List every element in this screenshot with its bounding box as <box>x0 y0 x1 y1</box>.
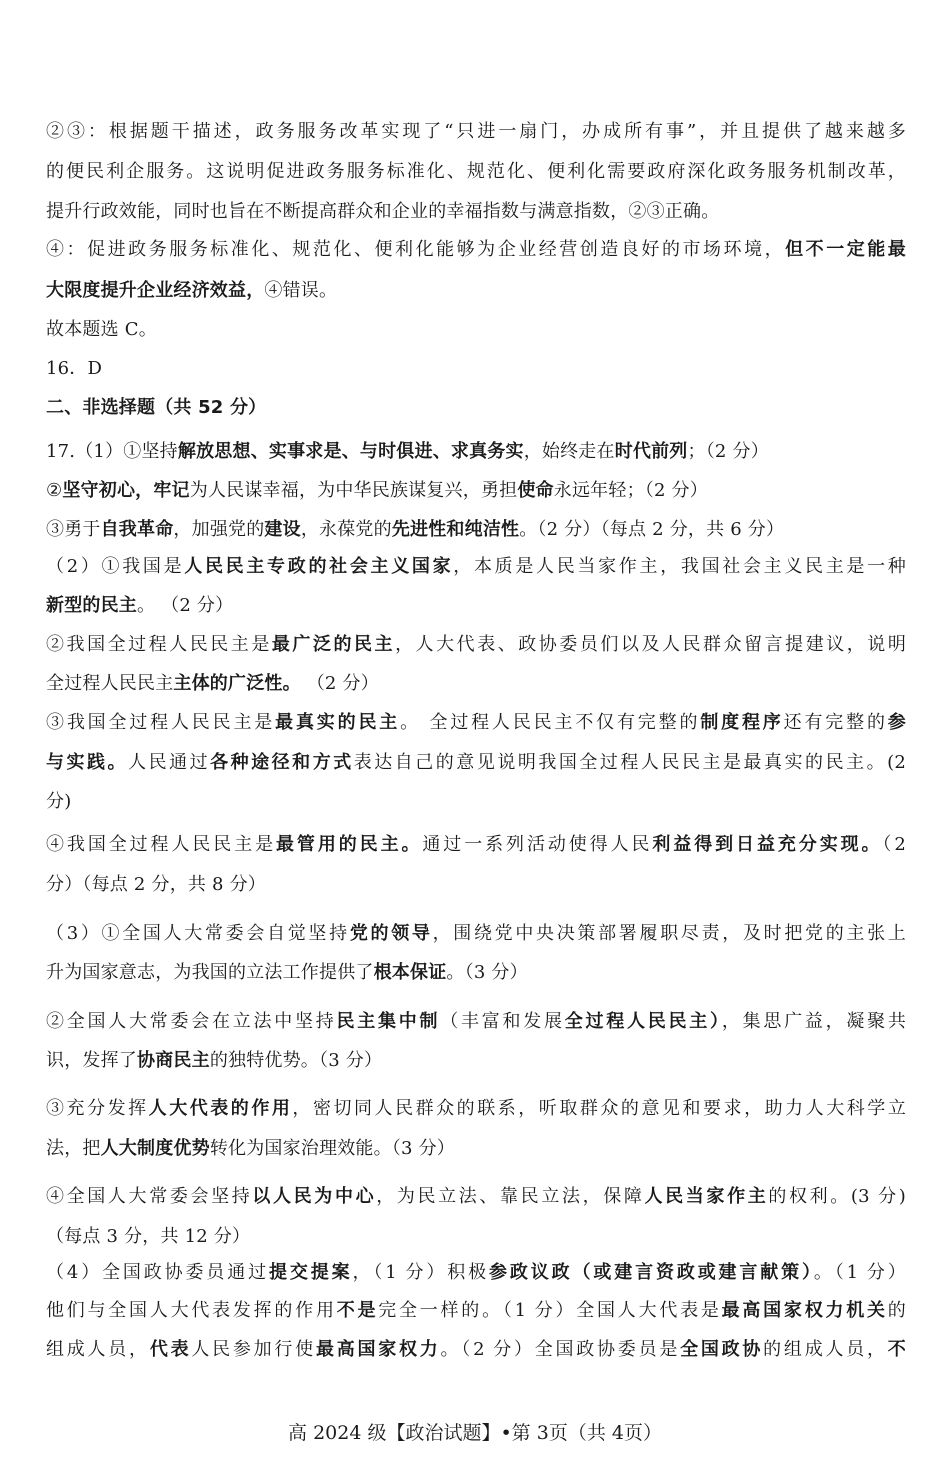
text-segment: 的独特优势。（3 分） <box>209 1050 383 1071</box>
bold-text-segment: 全过程人民民主） <box>564 1011 722 1032</box>
text-line <box>46 833 906 857</box>
bold-text-segment: 使命 <box>517 480 554 501</box>
bold-text-segment: 不 <box>887 1339 906 1360</box>
bold-text-segment: 主体的广泛性。 <box>173 673 301 694</box>
text-segment: 的 <box>887 1300 906 1321</box>
bold-text-segment: 民主集中制 <box>336 1011 441 1032</box>
text-line <box>46 160 906 184</box>
text-segment: 的组成人员， <box>763 1339 888 1360</box>
text-segment: ，围绕党中央决策部署履职尽责，及时把党的主张上 <box>432 923 906 944</box>
text-line <box>46 594 906 618</box>
text-segment: 组成人员， <box>46 1339 150 1360</box>
text-line <box>46 396 906 420</box>
text-segment: ④我国全过程人民民主是 <box>46 834 277 855</box>
text-segment: （2 <box>882 834 906 855</box>
bold-text-segment: 人民当家作主 <box>644 1186 769 1207</box>
text-segment: ②③：根据题干描述，政务服务改革实现了“只进一扇门，办成所有事”，并且提供了越来越多 <box>46 121 906 142</box>
text-segment: 分）（每点 2 分，共 8 分） <box>46 874 266 895</box>
text-segment: 人民通过 <box>128 752 211 773</box>
text-segment: ，永葆党的 <box>300 519 392 540</box>
text-segment: ③我国全过程人民民主是 <box>46 712 276 733</box>
text-segment: 升为国家意志，为我国的立法工作提供了 <box>46 962 374 983</box>
text-segment: 分) <box>46 791 72 812</box>
text-line <box>46 1338 906 1362</box>
bold-text-segment: 以人民为中心 <box>252 1186 377 1207</box>
text-line <box>46 200 906 224</box>
bold-text-segment: 人大代表的作用 <box>148 1098 293 1119</box>
text-segment: 。（1 分） <box>813 1262 906 1283</box>
text-segment: 转化为国家治理效能。（3 分） <box>209 1138 455 1159</box>
text-line <box>46 873 906 897</box>
text-line <box>46 238 906 262</box>
bold-text-segment: 不是 <box>336 1300 379 1321</box>
bold-text-segment: 但不一定能最 <box>785 239 906 260</box>
bold-text-segment: 提交提案 <box>269 1262 353 1283</box>
text-segment: ；（2 分） <box>687 441 769 462</box>
bold-text-segment: 协商民主 <box>137 1050 210 1071</box>
text-segment: ④全国人大常委会坚持 <box>46 1186 253 1207</box>
bold-text-segment: 时代前列 <box>614 441 688 462</box>
text-segment: ，加强党的 <box>173 519 265 540</box>
bold-text-segment: 代表 <box>149 1339 192 1360</box>
text-segment: ，始终走在 <box>523 441 615 462</box>
bold-text-segment: 人民民主专政的社会主义国家 <box>184 556 454 577</box>
text-segment: （2）①我国是 <box>46 556 185 577</box>
text-segment: 故本题选 C。 <box>46 319 157 340</box>
bold-text-segment: 根本保证 <box>373 962 447 983</box>
text-segment: 。 全过程人民民主不仅有完整的 <box>400 712 701 733</box>
text-segment: 通过一系列活动使得人民 <box>422 834 653 855</box>
bold-text-segment: 最真实的民主 <box>275 712 401 733</box>
text-segment: （3）①全国人大常委会自觉坚持 <box>46 923 350 944</box>
text-segment: ②全国人大常委会在立法中坚持 <box>46 1011 337 1032</box>
bold-text-segment: 最管用的民主。 <box>276 834 423 855</box>
text-line <box>46 1097 906 1121</box>
text-segment: ，为民立法、靠民立法，保障 <box>376 1186 645 1207</box>
text-segment: 17.（1）①坚持 <box>46 441 178 462</box>
text-line <box>46 1261 906 1285</box>
text-segment: ② <box>46 480 63 501</box>
bold-text-segment: 制度程序 <box>700 712 784 733</box>
bold-text-segment: 建设 <box>264 519 301 540</box>
text-line <box>46 1049 906 1073</box>
text-segment: 永远年轻；（2 分） <box>553 480 708 501</box>
text-line <box>46 751 906 775</box>
text-segment: ②我国全过程人民民主是 <box>46 634 272 655</box>
text-line <box>46 279 906 303</box>
bold-text-segment: 先进性和纯洁性 <box>391 519 520 540</box>
text-segment: 为人民谋幸福，为中华民族谋复兴，勇担 <box>189 480 518 501</box>
bold-text-segment: 党的领导 <box>349 923 433 944</box>
text-line <box>46 961 906 985</box>
text-line <box>46 1225 906 1249</box>
bold-text-segment: 最高国家权力 <box>315 1339 441 1360</box>
text-line <box>46 1299 906 1323</box>
text-line <box>46 357 906 381</box>
text-segment: 的便民利企服务。这说明促进政务服务标准化、规范化、便利化需要政府深化政务服务机制改革， <box>46 161 906 182</box>
text-segment: 。（2 分）全国政协委员是 <box>440 1339 681 1360</box>
text-segment: 表达自己的意见说明我国全过程人民民主是最真实的民主。(2 <box>353 752 906 773</box>
bold-text-segment: 全国政协 <box>680 1339 764 1360</box>
page-footer: 高 2024 级【政治试题】•第 3页（共 4页） <box>288 1422 662 1444</box>
text-line <box>46 318 906 342</box>
text-segment: （丰富和发展 <box>440 1011 565 1032</box>
text-line <box>46 922 906 946</box>
text-segment: ，密切同人民群众的联系，听取群众的意见和要求，助力人大科学立 <box>292 1098 907 1119</box>
bold-text-segment: 参政议政（或建言资政或建言献策） <box>488 1262 814 1283</box>
text-line <box>46 1010 906 1034</box>
text-line <box>46 711 906 735</box>
text-line <box>46 1185 906 1209</box>
text-segment: ④：促进政务服务标准化、规范化、便利化能够为企业经营创造良好的市场环境， <box>46 239 786 260</box>
bold-text-segment: 自我革命 <box>100 519 174 540</box>
text-segment: 全过程人民民主 <box>46 673 174 694</box>
text-line <box>46 1137 906 1161</box>
text-segment: ③勇于 <box>46 519 101 540</box>
text-line <box>46 555 906 579</box>
bold-text-segment: 解放思想、实事求是、与时俱进、求真务实 <box>177 441 524 462</box>
bold-text-segment: 最广泛的民主 <box>271 634 396 655</box>
bold-text-segment: 与实践。 <box>46 752 129 773</box>
text-segment: ，集思广益，凝聚共 <box>721 1011 907 1032</box>
text-segment: （4）全国政协委员通过 <box>46 1262 270 1283</box>
bold-text-segment: 坚守初心，牢记 <box>62 480 190 501</box>
text-segment: 还有完整的 <box>783 712 888 733</box>
bold-text-segment: 新型的民主 <box>46 595 137 616</box>
text-line <box>46 120 906 144</box>
bold-text-segment: 利益得到日益充分实现。 <box>652 834 883 855</box>
text-line <box>46 672 906 696</box>
text-line <box>46 440 906 464</box>
text-segment: ，人大代表、政协委员们以及人民群众留言提建议，说明 <box>395 634 907 655</box>
text-segment: 完全一样的。（1 分）全国人大代表是 <box>378 1300 722 1321</box>
bold-text-segment: 各种途径和方式 <box>210 752 354 773</box>
text-segment: 的权利。(3 分) <box>768 1186 906 1207</box>
text-segment: （每点 3 分，共 12 分） <box>46 1226 251 1247</box>
text-segment: ③充分发挥 <box>46 1098 149 1119</box>
text-segment: 。 （2 分） <box>137 595 234 616</box>
text-segment: 法，把 <box>46 1138 101 1159</box>
text-segment: （2 分） <box>300 673 379 694</box>
bold-text-segment: 参 <box>887 712 906 733</box>
text-segment: ，本质是人民当家作主，我国社会主义民主是一种 <box>453 556 906 577</box>
bold-text-segment: 二、非选择题（共 52 分） <box>46 397 267 418</box>
text-segment: 提升行政效能，同时也旨在不断提高群众和企业的幸福指数与满意指数，②③正确。 <box>46 201 720 222</box>
text-line <box>46 790 906 814</box>
text-segment: 识，发挥了 <box>46 1050 137 1071</box>
text-line <box>46 518 906 542</box>
text-line <box>46 479 906 503</box>
text-segment: 。（2 分）（每点 2 分，共 6 分） <box>519 519 785 540</box>
text-segment: ，（1 分）积极 <box>352 1262 489 1283</box>
bold-text-segment: 人大制度优势 <box>100 1138 210 1159</box>
text-segment: 16．D <box>46 358 103 379</box>
text-line <box>46 633 906 657</box>
text-segment: 人民参加行使 <box>191 1339 316 1360</box>
bold-text-segment: 大限度提升企业经济效益， <box>46 280 265 301</box>
text-segment: 他们与全国人大代表发挥的作用 <box>46 1300 337 1321</box>
bold-text-segment: 最高国家权力机关 <box>721 1300 888 1321</box>
text-segment: 。（3 分） <box>446 962 528 983</box>
text-segment: ④错误。 <box>264 280 338 301</box>
